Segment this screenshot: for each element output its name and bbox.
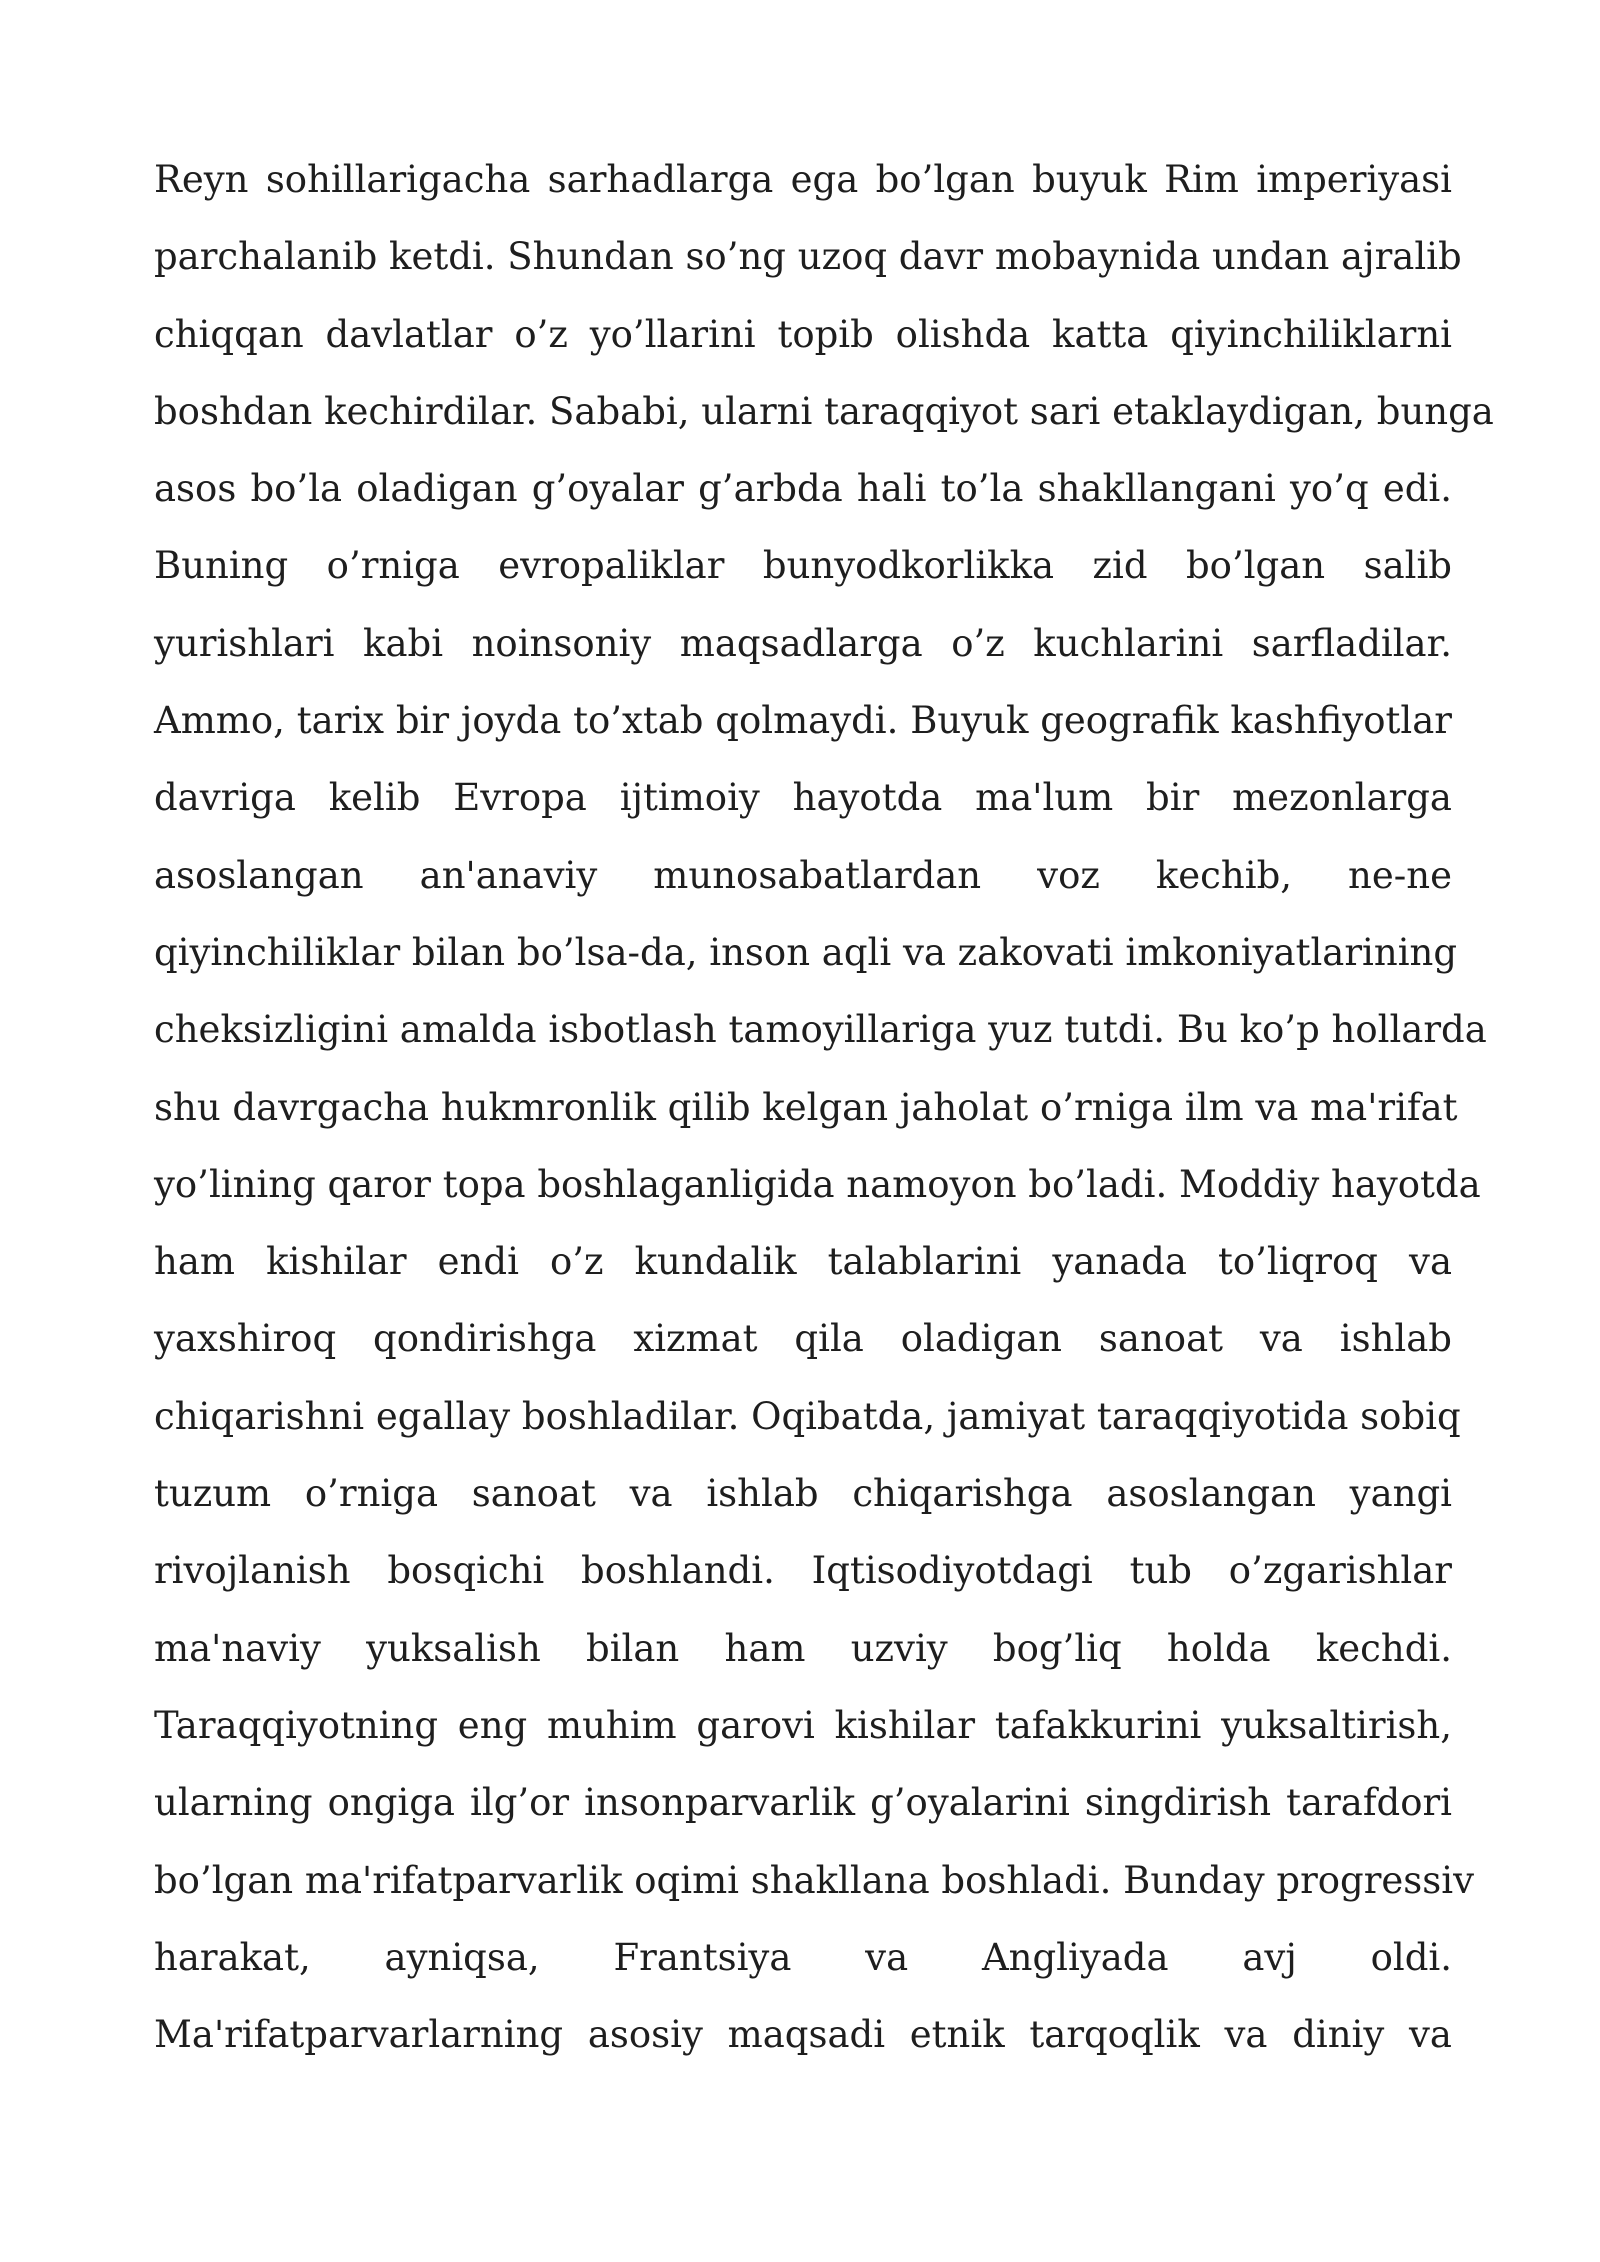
text-line: boshdan kechirdilar. Sababi, ularni taraqqiyot sari etaklaydigan, bunga — [154, 389, 1494, 433]
text-line: chiqarishni egallay boshladilar. Oqibatda, jamiyat taraqqiyotida sobiq — [154, 1394, 1461, 1438]
text-line: parchalanib ketdi. Shundan so’ng uzoq davr mobaynida undan ajralib — [154, 235, 1462, 279]
text-line: ham kishilar endi o’z kundalik talablarini yanada to’liqroq va — [154, 1240, 1452, 1284]
text-line: yaxshiroq qondirishga xizmat qila oladigan sanoat va ishlab — [154, 1317, 1452, 1361]
text-line: Taraqqiyotning eng muhim garovi kishilar tafakkurini yuksaltirish, — [154, 1703, 1452, 1747]
text-line: Buning o’rniga evropaliklar bunyodkorlikka zid bo’lgan salib — [154, 544, 1452, 588]
text-line: chiqqan davlatlar o’z yo’llarini topib olishda katta qiyinchiliklarni — [154, 312, 1452, 356]
body-paragraph — [154, 150, 1494, 2082]
text-line: ma'naviy yuksalish bilan ham uzviy bog’liq holda kechdi. — [154, 1626, 1452, 1670]
text-line: asos bo’la oladigan g’oyalar g’arbda hali to’la shakllangani yo’q edi. — [154, 467, 1452, 511]
text-line: shu davrgacha hukmronlik qilib kelgan jaholat o’rniga ilm va ma'rifat — [154, 1085, 1458, 1129]
text-line: ularning ongiga ilg’or insonparvarlik g’oyalarini singdirish tarafdori — [154, 1781, 1452, 1825]
text-line: yo’lining qaror topa boshlaganligida namoyon bo’ladi. Moddiy hayotda — [154, 1162, 1481, 1206]
text-line: yurishlari kabi noinsoniy maqsadlarga o’z kuchlarini sarfladilar. — [154, 621, 1452, 665]
text-line: Ammo, tarix bir joyda to’xtab qolmaydi. Buyuk geografik kashfiyotlar — [154, 699, 1452, 743]
text-line: rivojlanish bosqichi boshlandi. Iqtisodiyotdagi tub o’zgarishlar — [154, 1549, 1452, 1593]
text-line: asoslangan an'anaviy munosabatlardan voz kechib, ne-ne — [154, 853, 1452, 897]
text-line: cheksizligini amalda isbotlash tamoyillariga yuz tutdi. Bu ko’p hollarda — [154, 1008, 1487, 1052]
text-line: Reyn sohillarigacha sarhadlarga ega bo’lgan buyuk Rim imperiyasi — [154, 158, 1452, 201]
text-line: harakat, ayniqsa, Frantsiya va Angliyada avj oldi. — [154, 1935, 1452, 1979]
text-line: davriga kelib Evropa ijtimoiy hayotda ma'lum bir mezonlarga — [154, 776, 1452, 820]
text-line: bo’lgan ma'rifatparvarlik oqimi shakllana boshladi. Bunday progressiv — [154, 1858, 1475, 1902]
text-line: qiyinchiliklar bilan bo’lsa-da, inson aqli va zakovati imkoniyatlarining — [154, 930, 1458, 974]
text-line: Ma'rifatparvarlarning asosiy maqsadi etnik tarqoqlik va diniy va — [154, 2013, 1452, 2057]
text-line: tuzum o’rniga sanoat va ishlab chiqarishga asoslangan yangi — [154, 1472, 1452, 1516]
